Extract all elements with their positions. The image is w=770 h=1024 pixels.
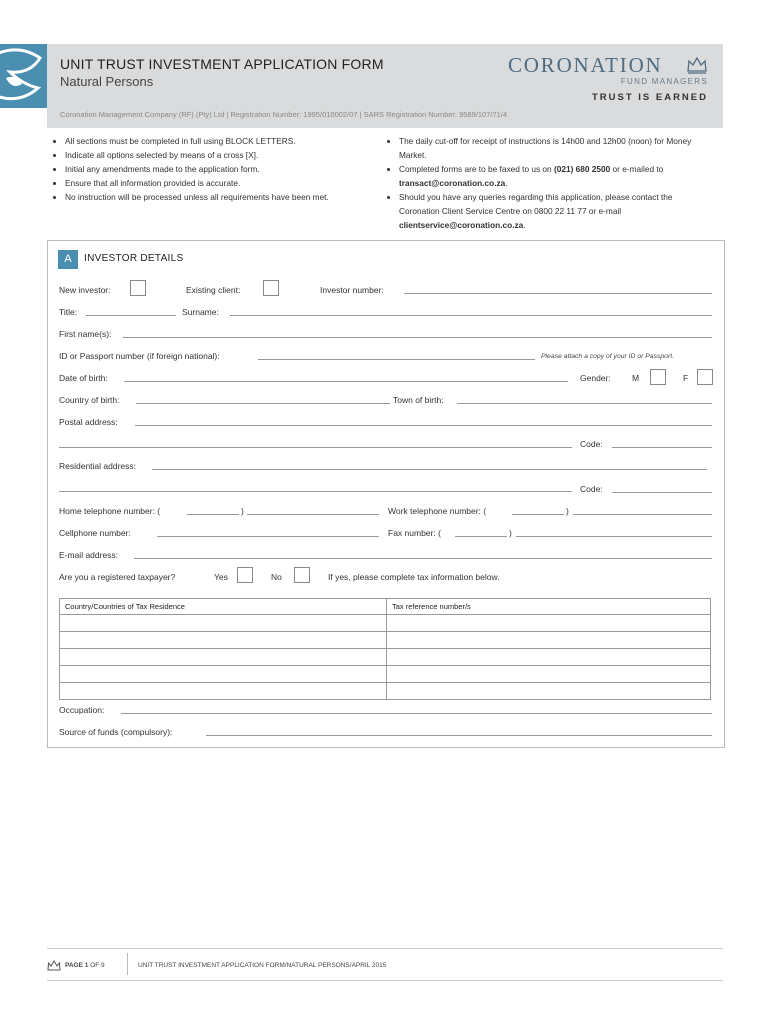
tax-ref-cell[interactable] [387,632,711,649]
source-funds-label: Source of funds (compulsory): [59,727,173,737]
tax-country-cell[interactable] [60,632,387,649]
town-birth-label: Town of birth: [393,395,444,405]
email-field[interactable] [134,558,712,559]
page-total: OF 9 [90,962,105,969]
crown-icon [686,55,708,75]
taxpayer-yes-label: Yes [214,572,228,582]
occupation-field[interactable] [121,713,712,714]
tax-country-cell[interactable] [60,666,387,683]
tax-residence-table [59,598,711,700]
page-indicator [65,962,105,969]
new-investor-label: New investor: [59,285,111,295]
taxpayer-yes-checkbox[interactable] [237,567,253,583]
title-label: Title: [59,307,78,317]
registration-info: Coronation Management Company (RF) (Pty) Ltd | Registration Number: 1995/010002/07 | SARS Registration Number: 9589/107/71/4 [60,110,508,119]
instruction-item: • Initial any amendments made to the application form. [65,162,347,176]
first-names-label: First name(s): [59,329,112,339]
footer-divider [47,980,723,981]
transact-email-link[interactable]: transact@coronation.co.za [399,178,506,188]
footer-doc-name: UNIT TRUST INVESTMENT APPLICATION FORM/NATURAL PERSONS/APRIL 2015 [138,962,387,969]
residential-address-field-2[interactable] [59,491,572,492]
fax-text: or e-mailed to [610,164,664,174]
country-birth-label: Country of birth: [59,395,120,405]
tax-country-cell[interactable] [60,683,387,700]
footer-divider [47,948,723,949]
instruction-item: • Indicate all options selected by means of a cross [X]. [65,148,347,162]
residential-address-field-1[interactable] [152,469,707,470]
form-subtitle: Natural Persons [60,74,154,89]
tax-country-cell[interactable] [60,615,387,632]
dob-field[interactable] [124,381,568,382]
taxpayer-question: Are you a registered taxpayer? [59,572,176,582]
occupation-label: Occupation: [59,705,105,715]
gender-male-label: M [632,373,640,383]
taxpayer-no-checkbox[interactable] [294,567,310,583]
fax-code-field[interactable] [455,536,507,537]
postal-address-label: Postal address: [59,417,118,427]
brand-subtitle: FUND MANAGERS [620,77,708,86]
country-birth-field[interactable] [136,403,390,404]
gender-female-label: F [683,373,689,383]
query-text: Should you have any queries regarding this application, please contact the Coronation Client Service Centre on 0800 22 11 77 or e-mail [399,192,673,216]
fax-number: (021) 680 2500 [553,164,611,174]
postal-code-label: Code: [580,439,603,449]
fax-text: . [505,178,508,188]
table-row [60,683,711,700]
residential-code-label: Code: [580,484,603,494]
id-passport-field[interactable] [258,359,535,360]
existing-client-checkbox[interactable] [263,280,279,296]
postal-address-field-2[interactable] [59,447,572,448]
query-text: . [523,220,526,230]
footer-separator [127,953,128,975]
brand-name: CORONATION [508,53,663,77]
home-tel-field[interactable] [247,514,379,515]
title-field[interactable] [86,315,176,316]
surname-label: Surname: [182,307,219,317]
instruction-item: • All sections must be completed in full using BLOCK LETTERS. [65,134,347,148]
instructions-left [47,134,347,204]
section-letter: A [58,250,78,269]
instruction-item: • The daily cut-off for receipt of instructions is 14h00 and 12h00 (noon) for Money Market. [399,134,711,162]
instruction-item: • No instruction will be processed unless all requirements have been met. [65,190,347,204]
cellphone-label: Cellphone number: [59,528,131,538]
tax-ref-cell[interactable] [387,666,711,683]
table-row [60,615,711,632]
fax-field[interactable] [516,536,712,537]
page-number: 1 [84,962,89,969]
instruction-item [399,190,711,232]
fax-text: Completed forms are to be faxed to us on [399,164,554,174]
tax-col-country-header: Country/Countries of Tax Residence [60,599,387,615]
instruction-item: • Ensure that all information provided is accurate. [65,176,347,190]
id-note: Please attach a copy of your ID or Passport. [541,353,674,360]
existing-client-label: Existing client: [186,285,241,295]
table-row [60,649,711,666]
cellphone-field[interactable] [157,536,379,537]
home-tel-label: Home telephone number: ( [59,506,161,516]
source-funds-field[interactable] [206,735,712,736]
gender-female-checkbox[interactable] [697,369,713,385]
residential-code-field[interactable] [612,492,712,493]
work-tel-label: Work telephone number: ( [388,506,487,516]
instructions-right [381,134,711,232]
tax-ref-cell[interactable] [387,615,711,632]
paren-close: ) [566,506,569,516]
tax-country-cell[interactable] [60,649,387,666]
taxpayer-no-label: No [271,572,282,582]
tax-ref-cell[interactable] [387,649,711,666]
table-header-row [60,599,711,615]
table-row [60,666,711,683]
email-label: E-mail address: [59,550,119,560]
gender-label: Gender: [580,373,611,383]
first-names-field[interactable] [123,337,712,338]
tax-ref-cell[interactable] [387,683,711,700]
dob-label: Date of birth: [59,373,108,383]
page-word: PAGE [65,962,83,969]
residential-address-label: Residential address: [59,461,137,471]
surname-field[interactable] [230,315,712,316]
crown-icon [47,959,61,971]
brand-slogan: TRUST IS EARNED [591,92,708,103]
section-title: INVESTOR DETAILS [84,253,184,264]
paren-close: ) [509,528,512,538]
table-row [60,632,711,649]
town-birth-field[interactable] [457,403,712,404]
home-tel-code-field[interactable] [187,514,239,515]
postal-code-field[interactable] [612,447,712,448]
tax-note: If yes, please complete tax information below. [328,572,500,582]
postal-address-field-1[interactable] [135,425,712,426]
form-title: UNIT TRUST INVESTMENT APPLICATION FORM [60,56,384,72]
client-service-email-link[interactable]: clientservice@coronation.co.za [399,220,524,230]
fax-label: Fax number: ( [388,528,441,538]
work-tel-code-field[interactable] [512,514,564,515]
investor-number-label: Investor number: [320,285,384,295]
work-tel-field[interactable] [573,514,712,515]
instruction-item [399,162,711,190]
investor-number-field[interactable] [404,293,712,294]
id-passport-label: ID or Passport number (if foreign national): [59,351,220,361]
gender-male-checkbox[interactable] [650,369,666,385]
tax-col-ref-header: Tax reference number/s [387,599,711,615]
logo-mark-icon [0,44,47,108]
new-investor-checkbox[interactable] [130,280,146,296]
paren-close: ) [241,506,244,516]
